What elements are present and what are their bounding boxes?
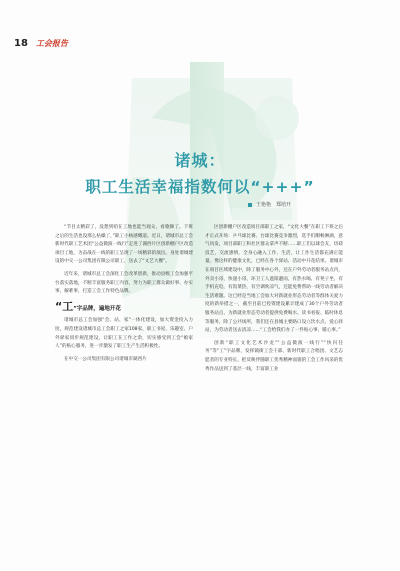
author-marker-icon [248, 203, 252, 207]
article-title [0, 148, 400, 197]
paragraph: 创新“职工文化艺术沙龙”“公益微演一线行”“快闪任务”等“工”字品牌，发挥镇街工会干部、新时代职工合唱团、文艺志愿者的专业特长，把反映伴随职工优秀精神面貌的工会工作风采的优秀作品送到了基层一线，丰富职工业 [205, 340, 343, 372]
right-column [205, 224, 343, 378]
page-number: 18 [14, 38, 28, 49]
paragraph: “节目太精彩了，没想到咱在工地也能当观众，看歌舞了。下班之后的生活也没那么枯燥了，”职工小杨感慨道。近日，诸城市总工会新时代职工艺术团“公益微演一线行”走进了湖西片区创新棚户区改造项目工地，为奋战在一线的职工呈现了一场精彩的演出。身处诸城建设的中交一公司集团有限公司职工，送去了“文艺大餐”。 [55, 225, 193, 265]
section-subheading [55, 299, 193, 314]
paragraph: 近年来，诸城市总工会深化工会改革创新，推动县级工会加强平台落实落地，不断丰富服务职工内容，努力为职工群众做好事、办实事、解难事，打造工会工作特色品牌。 [55, 271, 193, 295]
paragraph: 诸城市总工会加强“会、站、家”一体化建设，加大资金投入力度，规范建设诸城市总工会职工之家108家，职工书屋、乐趣室、户外驿家同步规范建设，让职工在工作之余，切实感受到工会“娘家人”的贴心服务，进一步激发了职工生产生活积极性。 [55, 318, 193, 350]
author-names: 王艳艳 郑培开 [256, 202, 292, 208]
title-line-1: 诸城： [174, 151, 226, 170]
subheading-text: ”字品牌，遍地开花 [73, 305, 121, 312]
left-column [55, 224, 193, 368]
page-header [14, 38, 68, 49]
paragraph: 区创新棚户区改造项目部职工之家，“文化大餐”在职工下班之后才正式开场：乒乓球比赛、台球比赛竞争激烈，选手们酣畅淋漓，意气风发，项目部职工和社区群众拿声不断……职工们以球会友，切磋技艺，交流感情，全身心融入工作、生活，让工作生活都充满正能量。像这样的健康文化，已经在各个驿站、活动中开花结果。诸城市在项目区域建设中，除了服务中心外，还在户外劳动者服务站点内，外卖小哥、快递小哥、环卫工人遮阳避雨，有热水喝、有凳子坐、有手机充电、有饭菜热，有空调吹凉气，还能免费帮助一线劳动者解决生活难题。这已经是当地工会加大对新就业形态劳动者等群体关爱力度的新举措之一，截至目前已投资建设累计建成了30个户外劳动者服务站点，为新就业形态劳动者提供免费喝水、读书看报、临时休息等服务。除了公共场所，我们还在县城主要路口设立饮水点、爱心驿站，为劳动者送去清凉……“工会给我们办了一件贴心事、暖心事。” [205, 225, 343, 334]
paragraph: 在中交一公司集团有限公司诸城市湖西片 [64, 356, 147, 362]
author-byline [248, 201, 291, 208]
column-name: 工会报告 [35, 39, 68, 48]
title-line-2: 职工生活幸福指数何以“+++” [85, 178, 315, 196]
subheading-big-char: “工 [55, 299, 74, 313]
